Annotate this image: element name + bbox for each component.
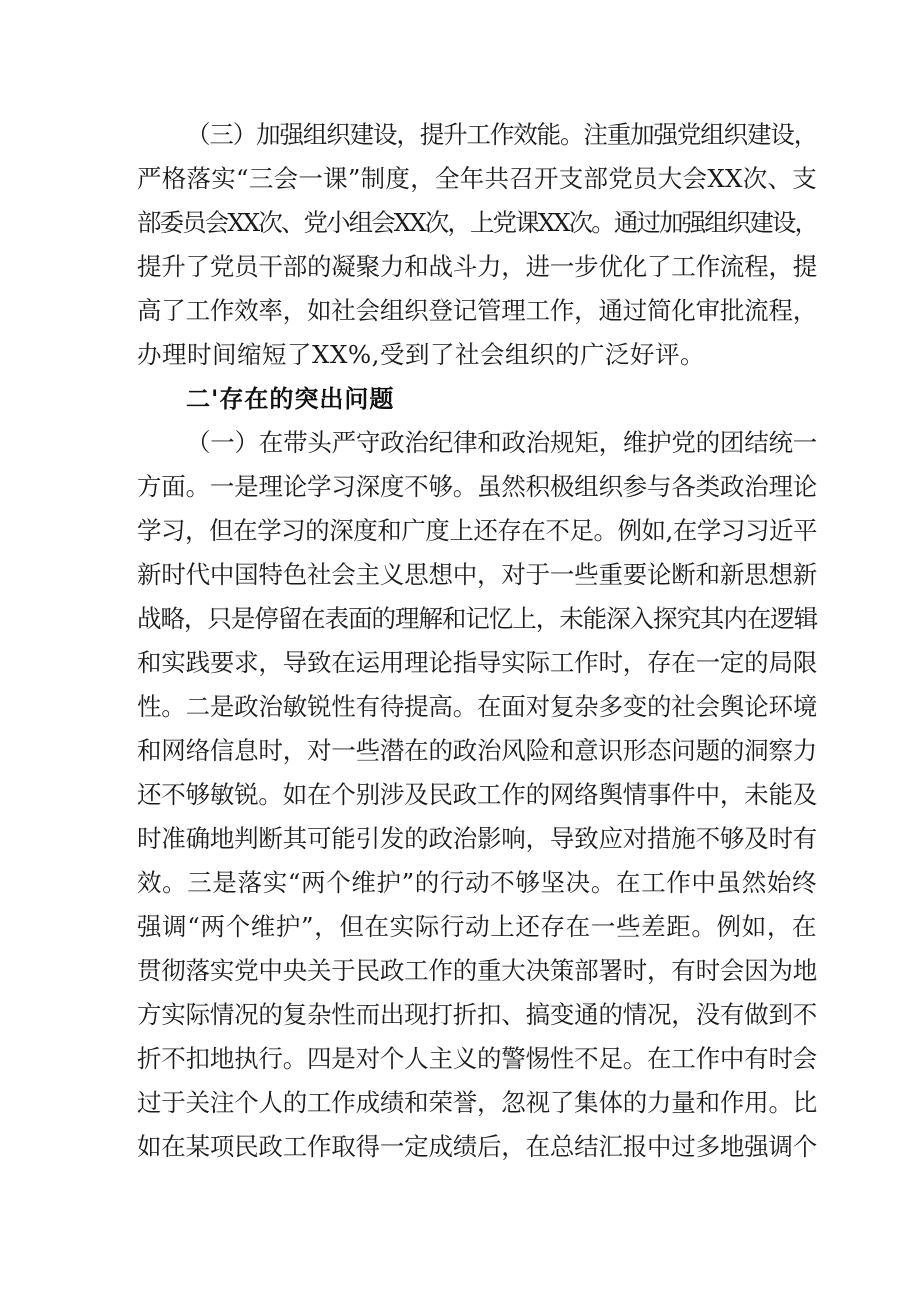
paragraph-line: 性。二是政治敏锐性有待提高。在面对复杂多变的社会舆论环境 <box>137 692 817 721</box>
paragraph-line: 还不够敏锐。如在个别涉及民政工作的网络舆情事件中，未能及 <box>137 780 817 809</box>
paragraph-line: 新时代中国特色社会主义思想中，对于一些重要论断和新思想新 <box>137 560 817 589</box>
paragraph-line: 部委员会XX次、党小组会XX次，上党课XX次。通过加强组织建设， <box>137 208 817 237</box>
paragraph-line: 如在某项民政工作取得一定成绩后，在总结汇报中过多地强调个 <box>137 1132 817 1161</box>
section-heading: 二'存在的突出问题 <box>186 385 395 413</box>
paragraph-line: 办理时间缩短了XX%,受到了社会组织的广泛好评。 <box>137 340 705 369</box>
paragraph-line: 方面。一是理论学习深度不够。虽然积极组织参与各类政治理论 <box>137 472 817 501</box>
paragraph-line: 学习，但在学习的深度和广度上还存在不足。例如,在学习习近平 <box>137 516 817 545</box>
paragraph-line: 过于关注个人的工作成绩和荣誉，忽视了集体的力量和作用。比 <box>137 1088 817 1117</box>
paragraph-line: 强调“两个维护”，但在实际行动上还存在一些差距。例如，在 <box>137 912 817 941</box>
paragraph-line: 方实际情况的复杂性而出现打折扣、搞变通的情况，没有做到不 <box>137 1000 817 1029</box>
paragraph-line: 折不扣地执行。四是对个人主义的警惕性不足。在工作中有时会 <box>137 1044 817 1073</box>
paragraph-line: 效。三是落实“两个维护”的行动不够坚决。在工作中虽然始终 <box>137 868 817 897</box>
paragraph-line: 时准确地判断其可能引发的政治影响，导致应对措施不够及时有 <box>137 824 817 853</box>
paragraph-line: （三）加强组织建设，提升工作效能。注重加强党组织建设， <box>186 120 817 149</box>
paragraph-line: 严格落实“三会一课”制度，全年共召开支部党员大会XX次、支 <box>137 164 817 193</box>
paragraph-line: 和网络信息时，对一些潜在的政治风险和意识形态问题的洞察力 <box>137 736 817 765</box>
paragraph-line: 贯彻落实党中央关于民政工作的重大决策部署时，有时会因为地 <box>137 956 817 985</box>
paragraph-line: 战略，只是停留在表面的理解和记忆上，未能深入探究其内在逻辑 <box>137 604 817 633</box>
paragraph-line: 高了工作效率，如社会组织登记管理工作，通过简化审批流程， <box>137 296 817 325</box>
paragraph-line: 提升了党员干部的凝聚力和战斗力，进一步优化了工作流程，提 <box>137 252 817 281</box>
paragraph-line: （一）在带头严守政治纪律和政治规矩，维护党的团结统一 <box>186 428 817 457</box>
paragraph-line: 和实践要求，导致在运用理论指导实际工作时，存在一定的局限 <box>137 648 817 677</box>
